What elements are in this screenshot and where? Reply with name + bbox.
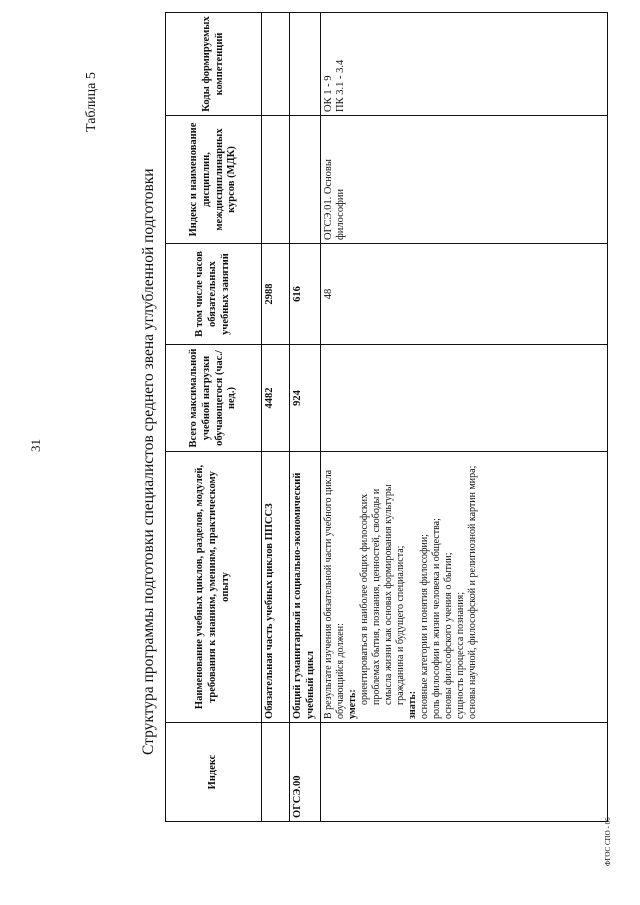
cell-index <box>262 723 290 822</box>
cell-competences <box>290 13 321 116</box>
cell-requirements <box>320 452 607 723</box>
cell-index <box>320 723 607 822</box>
header-total-hours: Всего максимальной учебной нагрузки обучающегося (час./нед.) <box>166 345 262 452</box>
know-label: знать: <box>406 690 418 719</box>
know-item: основы философского учения о бытии; <box>442 552 454 719</box>
table-row-ogse <box>290 13 321 822</box>
header-mandatory-hours: В том числе часов обязательных учебных занятий <box>166 244 262 345</box>
can-item: ориентироваться в наиболее общих философских проблемах бытия, познания, ценностей, свободы и смысла жизни как основах формирования культуры гражданина и будущего специалиста; <box>358 484 406 705</box>
header-competences: Коды формируемых компетенций <box>166 13 262 116</box>
table-caption: Таблица 5 <box>84 72 99 132</box>
requirements-intro: В результате изучения обязательной части учебного цикла обучающийся должен: <box>322 469 346 719</box>
cell-total-hours: 924 <box>290 345 321 452</box>
cell-total-hours: 4482 <box>262 345 290 452</box>
header-name: Наименование учебных циклов, разделов, модулей, требования к знаниям, умениям, практическому опыту <box>166 452 262 723</box>
page-number: 31 <box>28 439 43 452</box>
know-item: основные категории и понятия философии; <box>418 534 430 719</box>
curriculum-table <box>165 16 608 822</box>
cell-discipline <box>290 116 321 244</box>
cell-discipline <box>262 116 290 244</box>
cell-mandatory-hours: 2988 <box>262 244 290 345</box>
cell-competences <box>262 13 290 116</box>
table-header-row <box>166 13 262 822</box>
cell-mandatory-hours: 616 <box>290 244 321 345</box>
cell-competences <box>320 13 607 116</box>
header-index: Индекс <box>166 723 262 822</box>
cell-discipline: ОГСЭ.01. Основы философии <box>320 116 607 244</box>
competence-ok: ОК 1 - 9 <box>322 75 334 112</box>
table-row-philosophy <box>320 13 607 822</box>
know-item: сущность процесса познания; <box>454 592 466 719</box>
footer-code: ФГОС СПО - 06 <box>604 817 612 866</box>
know-item: роль философии в жизни человека и общества; <box>430 518 442 719</box>
header-discipline: Индекс и наименование дисциплин, междисциплинарных курсов (МДК) <box>166 116 262 244</box>
cell-index: ОГСЭ.00 <box>290 723 321 822</box>
table-title: Структура программы подготовки специалистов среднего звена углубленной подготовки <box>140 168 157 755</box>
competence-pk: ПК 3.1 - 3.4 <box>335 59 347 112</box>
know-item: основы научной, философской и религиозной картин мира; <box>466 465 478 719</box>
cell-name: Общий гуманитарный и социально-экономический учебный цикл <box>290 452 321 723</box>
cell-name: Обязательная часть учебных циклов ППССЗ <box>262 452 290 723</box>
cell-mandatory-hours: 48 <box>320 244 607 345</box>
cell-total-hours <box>320 345 607 452</box>
table-row-mandatory <box>262 13 290 822</box>
can-label: уметь: <box>346 689 358 719</box>
